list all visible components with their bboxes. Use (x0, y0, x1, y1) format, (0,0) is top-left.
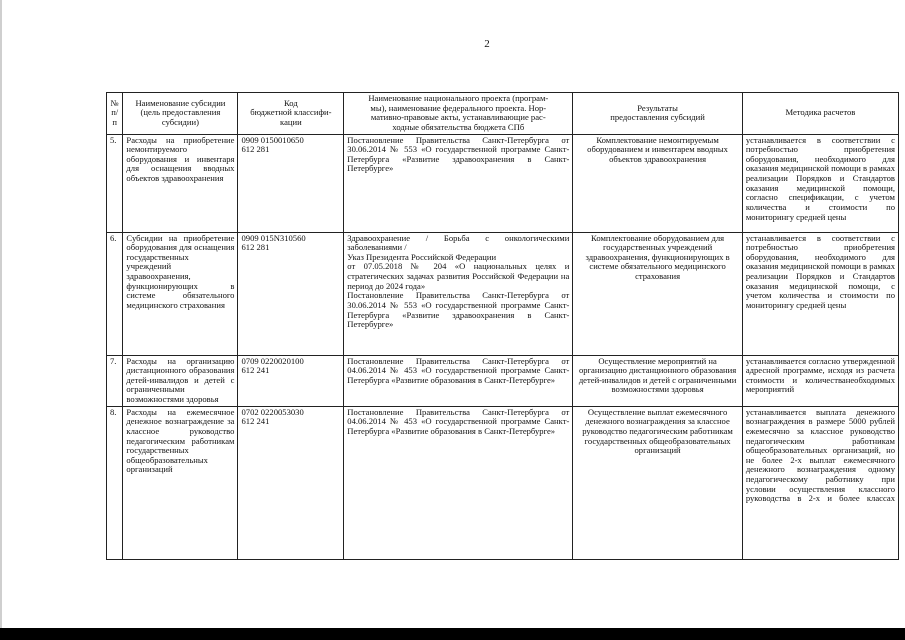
scan-left-edge (0, 0, 2, 640)
budget-code-text: 0709 0220020100 612 241 (241, 355, 304, 376)
header-results-text: Результаты предоставления субсидий (610, 102, 705, 123)
header-name-text: Наименование субсидии (цель предоставления субсидии) (135, 97, 226, 128)
results-cell: Осуществление мероприятий на организацию дистанционного образования детей-инвалидов и детей с ограниченными возможностями здоровья (573, 355, 742, 406)
subsidy-name-cell: Расходы на ежемесячное денежное вознаграждение за классное руководство педагогическим работникам государственных общеобразовательных организаций (123, 406, 238, 559)
subsidy-name-cell: Расходы на организацию дистанционного образования детей-инвалидов и детей с ограниченными возможностями здоровья (123, 355, 238, 406)
header-name (123, 93, 238, 135)
header-num-text: № п/п (110, 97, 119, 128)
subsidy-name-cell: Субсидии на приобретение оборудования для оснащения государственных учреждений здравоохранения, функционирующих в системе обязательного медицинского страхования (123, 232, 238, 355)
header-acts-text: Наименование национального проекта (програм- мы), наименование федерального проекта. Нор- мативно-правовые акты, устанавливающие рас- ходные обязательства бюджета СПб (368, 93, 549, 132)
table-header-row (107, 93, 899, 135)
table-row (107, 232, 899, 355)
method-cell: устанавливается в соответствии с потребностью приобретения оборудования, необходимого для оказания медицинской помощи в рамках реализации Порядков и Стандартов оказания медицинской помощи, с учетом количества и стоимости по мониторингу средней цены (742, 232, 898, 355)
budget-code-text: 0909 015N310560 612 281 (241, 232, 306, 253)
legal-acts-cell: Постановление Правительства Санкт-Петербурга от 30.06.2014 № 553 «О государственной программе Санкт-Петербурга «Развитие здравоохранения в Санкт-Петербурге» (344, 134, 573, 232)
row-num-cell: 7. (107, 355, 123, 406)
results-cell: Комплектование немонтируемым оборудованием и инвентарем вводных объектов здравоохранения (573, 134, 742, 232)
budget-code-cell (238, 355, 344, 406)
results-cell: Осуществление выплат ежемесячного денежного вознаграждения за классное руководство педагогическим работникам государственных общеобразовательных организаций (573, 406, 742, 559)
legal-acts-cell: Постановление Правительства Санкт-Петербурга от 04.06.2014 № 453 «О государственной программе Санкт-Петербурга «Развитие образования в Санкт-Петербурге» (344, 355, 573, 406)
method-cell: устанавливается согласно утвержденной адресной программе, исходя из расчета стоимости и количестванеобходимых мероприятий (742, 355, 898, 406)
subsidy-table (106, 92, 899, 560)
row-num-cell: 5. (107, 134, 123, 232)
method-cell: устанавливается выплата денежного вознаграждения в размере 5000 рублей ежемесячно за классное руководство педагогическим работникам общеобразовательных организаций, но не более 2-х выплат ежемесячного денежного вознаграждения одному педагогическому работнику при условии осуществления классного руководства в 2-х и более классах (742, 406, 898, 559)
header-method (742, 93, 898, 135)
header-num (107, 93, 123, 135)
legal-acts-cell: Постановление Правительства Санкт-Петербурга от 04.06.2014 № 453 «О государственной программе Санкт-Петербурга «Развитие образования в Санкт-Петербурге» (344, 406, 573, 559)
results-cell: Комплектование оборудованием для государственных учреждений здравоохранения, функционирующих в системе обязательного медицинского страхования (573, 232, 742, 355)
scan-bottom-edge (0, 628, 905, 640)
row-num-cell: 6. (107, 232, 123, 355)
budget-code-text: 0702 0220053030 612 241 (241, 406, 304, 427)
header-code (238, 93, 344, 135)
legal-acts-text: Здравоохранение / Борьба с онкологическими заболеваниями / Указ Президента Российской Федерации от 07.05.2018 № 204 «О национальных целях и стратегических задачах развития Российской Федерации на период до 2024 года» Постановление Правительства Санкт-Петербурга от 30.06.2014 № 553 «О государственной программе Санкт-Петербурга «Развитие здравоохранения в Санкт-Петербурге» (347, 232, 570, 330)
subsidy-name-cell: Расходы на приобретение немонтируемого оборудования и инвентаря для оснащения вводных объектов здравоохранения (123, 134, 238, 232)
header-acts (344, 93, 573, 135)
header-code-text: Код бюджетной классифи- кации (250, 97, 332, 128)
header-results (573, 93, 742, 135)
header-method-text: Методика расчетов (785, 107, 856, 118)
page-number: 2 (484, 38, 490, 50)
row-num-cell: 8. (107, 406, 123, 559)
budget-code-cell (238, 406, 344, 559)
budget-code-cell (238, 232, 344, 355)
table-row (107, 406, 899, 559)
legal-acts-cell (344, 232, 573, 355)
table-row (107, 134, 899, 232)
budget-code-cell (238, 134, 344, 232)
method-cell: устанавливается в соответствии с потребностью приобретения оборудования, необходимого для оказания медицинской помощи в рамках реализации Порядков и Стандартов оказания медицинской помощи, согласно спецификации, с учетом количества и стоимости по мониторингу средней цены (742, 134, 898, 232)
budget-code-text: 0909 0150010650 612 281 (241, 134, 304, 155)
table-row (107, 355, 899, 406)
